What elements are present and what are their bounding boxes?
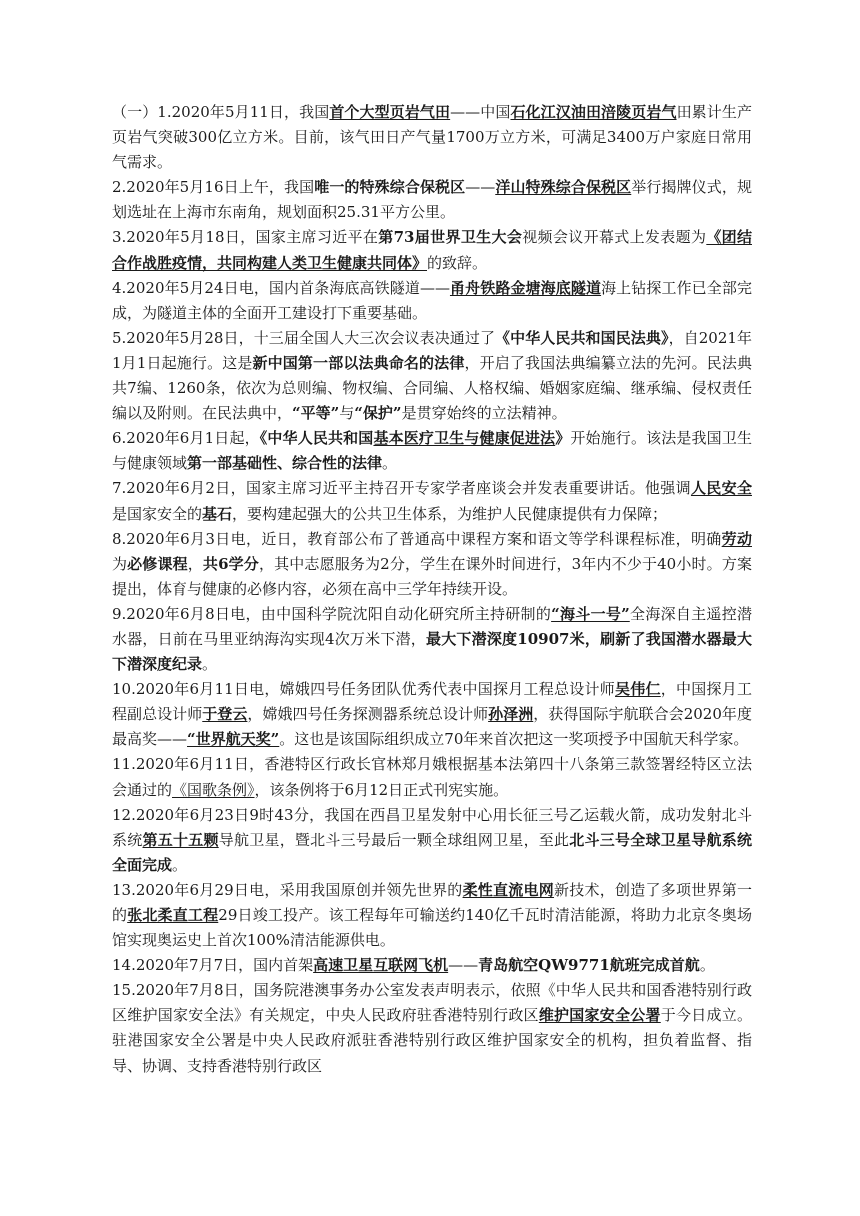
highlighted-text: 甬舟铁路金塘海底隧道 (449, 278, 602, 297)
highlighted-text: 吴伟仁 (615, 680, 661, 699)
highlighted-text: 劳动 (721, 529, 752, 548)
item-text: 12.2020年6月23日9时43分，我国在西昌卫星发射中心用长征三号乙运载火箭，成功发射北斗系统 (112, 805, 752, 849)
item-text: 是贯穿始终的立法精神。 (401, 404, 567, 423)
item-text: —— (448, 956, 479, 975)
highlighted-text: 》 (555, 429, 571, 448)
item-text: ，自2021年1月1日起施行。这是 (112, 328, 752, 372)
highlighted-text: 孙泽洲 (488, 705, 534, 724)
news-item (112, 225, 752, 275)
item-text: 。 (699, 956, 715, 975)
item-text: ——中国 (450, 103, 511, 121)
news-item (112, 752, 752, 802)
item-text: （一）1.2020年5月11日，我国 (112, 103, 330, 121)
highlighted-text: 《中华人民共和国民法典》 (495, 328, 669, 347)
item-text: 。这也是该国际组织成立70年来首次把这一奖项授予中国航天科学家。 (279, 730, 749, 749)
item-text: 29日竣工投产。该工程每年可输送约140亿千瓦时清洁能源，将助力北京冬奥场馆实现奥运史上首次100%清洁能源供电。 (112, 906, 752, 950)
item-text: 5.2020年5月28日，十三届全国人大三次会议表决通过了 (112, 328, 496, 347)
highlighted-text: 首个大型页岩气田 (329, 103, 451, 121)
highlighted-text: “保护” (354, 404, 402, 423)
item-text: 海上钻探工作已全部完成，为隧道主体的全面开工建设打下重要基础。 (112, 278, 752, 322)
item-text: 14.2020年7月7日，国内首架 (112, 956, 314, 975)
document-page (112, 100, 752, 1079)
highlighted-text: 基石 (202, 504, 233, 523)
news-item (112, 426, 752, 476)
highlighted-text: 北斗三号全球卫星导航系统全面完成 (112, 830, 752, 874)
highlighted-text: 青岛航空QW9771航班完成首航 (478, 956, 700, 975)
item-text: ，其中志愿服务为2分，学生在课外时间进行，3年内不少于40小时。方案提出，体育与健康的必修内容，必须在高中三学年持续开设。 (112, 554, 752, 598)
item-text: 开始施行。该法是我国卫生与健康领域 (112, 429, 752, 473)
item-text: 的致辞。 (427, 253, 488, 272)
item-text: ，获得国际宇航联合会2020年度最高奖—— (112, 705, 752, 749)
item-text: 4.2020年5月24日电，国内首条海底高铁隧道—— (112, 278, 450, 297)
news-item (112, 476, 752, 526)
news-item (112, 953, 752, 978)
news-item (112, 803, 752, 878)
news-item (112, 527, 752, 602)
item-text: 6.2020年6月1日起， (112, 429, 260, 448)
item-text: ， (187, 554, 203, 573)
highlighted-text: 柔性直流电网 (462, 880, 555, 899)
item-text: 与 (339, 404, 355, 423)
item-text: 为 (112, 554, 128, 573)
item-text: 于今日成立。驻港国家安全公署是中央人民政府派驻香港特别行政区维护国家安全的机构，担负着监督、指导、协调、支持香港特别行政区 (112, 1006, 752, 1075)
news-item (112, 175, 752, 225)
item-text: ，嫦娥四号任务探测器系统总设计师 (247, 705, 489, 724)
item-text: 新技术，创造了多项世界第一的 (112, 880, 752, 924)
item-text: 8.2020年6月3日电，近日，教育部公布了普通高中课程方案和语文等学科课程标准，明确 (112, 529, 722, 548)
highlighted-text: 于登云 (202, 705, 248, 724)
highlighted-text: 唯一的特殊综合保税区 (314, 178, 466, 197)
news-item (112, 677, 752, 752)
highlighted-text: 石化江汉油田涪陵页岩气 (510, 103, 677, 121)
item-text: 导航卫星，暨北斗三号最后一颗全球组网卫星，至此 (218, 830, 570, 849)
item-text: 。 (382, 454, 398, 473)
item-text: 。 (202, 655, 218, 674)
news-item (112, 878, 752, 953)
news-item (112, 100, 752, 175)
item-text: 11.2020年6月11日，香港特区行政长官林郑月娥根据基本法第四十八条第三款签署经特区立法会通过的 (112, 755, 752, 799)
highlighted-text: 高速卫星互联网飞机 (313, 956, 449, 975)
highlighted-text: “世界航天奖” (187, 730, 280, 749)
underlined-text: 《国歌条例》 (172, 780, 255, 799)
item-text: 13.2020年6月29日电，采用我国原创并领先世界的 (112, 880, 463, 899)
item-text: 9.2020年6月8日电，由中国科学院沈阳自动化研究所主持研制的 (112, 604, 552, 623)
item-text: 3.2020年5月18日，国家主席习近平在 (112, 228, 379, 247)
item-text: 15.2020年7月8日，国务院港澳事务办公室发表声明表示，依照《中华人民共和国香港特别行政区维护国家安全法》有关规定，中央人民政府驻香港特别行政区 (112, 981, 752, 1025)
item-text: 是国家安全的 (112, 504, 203, 523)
item-text: 。 (172, 855, 188, 874)
highlighted-text: 最大下潜深度10907米，刷新了我国潜水器最大下潜深度纪录 (112, 629, 753, 674)
item-text: 田累计生产页岩气突破300亿立方米。目前，该气田日产气量1700万立方米，可满足3400万户家庭日常用气需求。 (112, 103, 752, 172)
item-text: —— (465, 178, 496, 197)
news-item (112, 978, 752, 1078)
news-item (112, 276, 752, 326)
highlighted-text: 张北柔直工程 (127, 906, 219, 924)
news-item (112, 326, 752, 426)
highlighted-text: 第一部基础性、综合性的法律 (187, 454, 383, 473)
item-text: 全海深自主遥控潜水器，日前在马里亚纳海沟实现4次万米下潜， (112, 604, 752, 648)
news-item (112, 602, 752, 677)
highlighted-text: 《团结合作战胜疫情，共同构建人类卫生健康共同体》 (112, 228, 752, 272)
highlighted-text: 共6学分 (202, 554, 259, 573)
highlighted-text: 洋山特殊综合保税区 (495, 178, 632, 197)
highlighted-text: “海斗一号” (551, 604, 630, 623)
highlighted-text: 人民安全 (690, 479, 752, 498)
highlighted-text: 必修课程 (127, 554, 188, 573)
highlighted-text: 第73届世界卫生大会 (378, 228, 523, 247)
item-text: ，要构建起强大的公共卫生体系，为维护人民健康提供有力保障； (232, 504, 668, 523)
highlighted-text: 新中国第一部以法典命名的法律 (252, 353, 465, 372)
item-text: 10.2020年6月11日电，嫦娥四号任务团队优秀代表中国探月工程总设计师 (112, 680, 616, 699)
highlighted-text: 《中华人民共和国 (259, 429, 374, 448)
highlighted-text: 维护国家安全公署 (538, 1006, 661, 1025)
item-text: 举行揭牌仪式，规划选址在上海市东南角，规划面积25.31平方公里。 (112, 178, 752, 222)
highlighted-text: 第五十五颗 (142, 830, 219, 849)
highlighted-text: 基本医疗卫生与健康促进法 (373, 429, 556, 448)
item-text: 视频会议开幕式上发表题为 (522, 228, 707, 247)
item-text: ，中国探月工程副总设计师 (112, 680, 752, 724)
highlighted-text: “平等” (292, 404, 340, 423)
item-text: 7.2020年6月2日，国家主席习近平主持召开专家学者座谈会并发表重要讲话。他强调 (112, 479, 691, 498)
item-text: 2.2020年5月16日上午，我国 (112, 178, 315, 197)
item-text: ，该条例将于6月12日正式刊宪实施。 (254, 780, 509, 799)
item-text: ，开启了我国法典编纂立法的先河。民法典共7编、1260条，依次为总则编、物权编、合同编、人格权编、婚姻家庭编、继承编、侵权责任编以及附则。在民法典中， (112, 353, 752, 423)
